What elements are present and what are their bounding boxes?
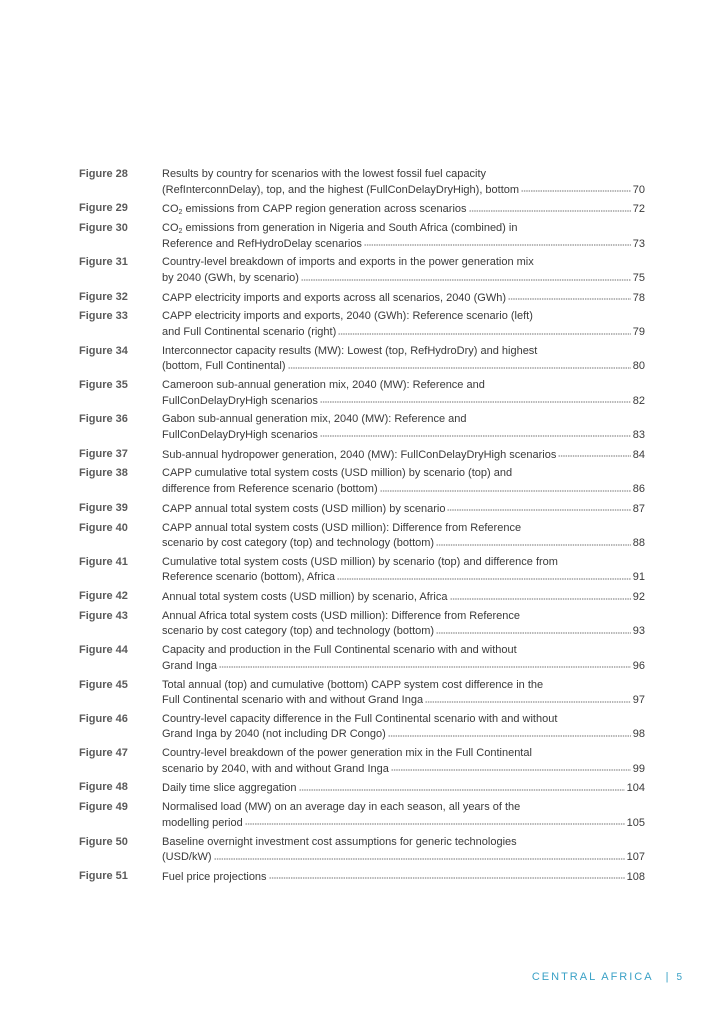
page-ref[interactable]: 84 bbox=[632, 448, 645, 461]
footer-separator: | bbox=[665, 971, 671, 983]
toc-entry[interactable] bbox=[79, 555, 645, 585]
dot-leader bbox=[288, 358, 631, 369]
dot-leader bbox=[450, 589, 631, 600]
toc-entry[interactable] bbox=[79, 643, 645, 673]
figure-caption bbox=[162, 344, 645, 374]
dot-leader bbox=[219, 658, 631, 669]
toc-entry[interactable] bbox=[79, 167, 645, 197]
toc-entry[interactable] bbox=[79, 447, 645, 463]
figure-label: Figure 36 bbox=[79, 413, 128, 426]
toc-entry[interactable] bbox=[79, 309, 645, 339]
figure-caption bbox=[162, 447, 645, 463]
toc-entry[interactable] bbox=[79, 609, 645, 639]
caption-line: Sub-annual hydropower generation, 2040 (MW): FullConDelayDryHigh scenarios bbox=[162, 448, 557, 461]
dot-leader bbox=[214, 849, 625, 860]
caption-line: (bottom, Full Continental) bbox=[162, 360, 286, 373]
toc-entry[interactable] bbox=[79, 344, 645, 374]
page-ref[interactable]: 79 bbox=[632, 325, 645, 338]
toc-entry[interactable] bbox=[79, 869, 645, 885]
page-ref[interactable]: 92 bbox=[632, 591, 645, 604]
page-ref[interactable]: 83 bbox=[632, 428, 645, 441]
figure-caption bbox=[162, 589, 645, 605]
caption-line: scenario by cost category (top) and technology (bottom) bbox=[162, 625, 435, 638]
figure-caption bbox=[162, 869, 645, 885]
page-ref[interactable]: 82 bbox=[632, 394, 645, 407]
page-ref[interactable]: 78 bbox=[632, 291, 645, 304]
figure-label: Figure 35 bbox=[79, 379, 128, 392]
dot-leader bbox=[338, 324, 630, 335]
figure-caption bbox=[162, 835, 645, 865]
caption-line: Capacity and production in the Full Continental scenario with and without bbox=[162, 644, 517, 657]
figure-label: Figure 40 bbox=[79, 521, 128, 534]
figure-label: Figure 48 bbox=[79, 781, 128, 794]
caption-line: Grand Inga bbox=[162, 659, 218, 672]
page-ref[interactable]: 80 bbox=[632, 360, 645, 373]
figure-caption bbox=[162, 501, 645, 517]
figure-caption bbox=[162, 643, 645, 673]
toc-entry[interactable] bbox=[79, 501, 645, 517]
page-ref[interactable]: 108 bbox=[626, 870, 645, 883]
figure-label: Figure 42 bbox=[79, 590, 128, 603]
caption-line: Total annual (top) and cumulative (bottom) CAPP system cost difference in the bbox=[162, 678, 544, 691]
caption-line: (RefInterconnDelay), top, and the highest (FullConDelayDryHigh), bottom bbox=[162, 183, 520, 196]
dot-leader bbox=[447, 501, 630, 512]
dot-leader bbox=[269, 869, 625, 880]
dot-leader bbox=[521, 182, 631, 193]
page-ref[interactable]: 75 bbox=[632, 271, 645, 284]
figure-caption bbox=[162, 290, 645, 306]
figure-caption bbox=[162, 309, 645, 339]
caption-line: Fuel price projections bbox=[162, 870, 267, 883]
figure-label: Figure 47 bbox=[79, 747, 128, 760]
caption-line: CAPP cumulative total system costs (USD million) by scenario (top) and bbox=[162, 467, 513, 480]
figure-label: Figure 50 bbox=[79, 835, 128, 848]
caption-line: Country-level breakdown of the power generation mix in the Full Continental bbox=[162, 747, 532, 760]
page-ref[interactable]: 105 bbox=[626, 816, 645, 829]
caption-line: Results by country for scenarios with the lowest fossil fuel capacity bbox=[162, 168, 487, 180]
toc-entry[interactable] bbox=[79, 412, 645, 442]
figure-label: Figure 29 bbox=[79, 202, 128, 215]
figure-caption bbox=[162, 466, 645, 496]
toc-entry[interactable] bbox=[79, 746, 645, 776]
page-ref[interactable]: 93 bbox=[632, 625, 645, 638]
toc-entry[interactable] bbox=[79, 201, 645, 217]
dot-leader bbox=[320, 427, 631, 438]
dot-leader bbox=[436, 623, 631, 634]
caption-line: Country-level capacity difference in the Full Continental scenario with and without bbox=[162, 712, 558, 725]
figure-caption bbox=[162, 167, 645, 197]
caption-line: Reference and RefHydroDelay scenarios bbox=[162, 237, 362, 250]
page-ref[interactable]: 107 bbox=[626, 851, 645, 864]
page-ref[interactable]: 73 bbox=[632, 237, 645, 250]
toc-entry[interactable] bbox=[79, 221, 645, 251]
caption-line: $CO_2$ emissions from generation in Nigeria and South Africa (combined) in bbox=[162, 222, 518, 236]
page-ref[interactable]: 97 bbox=[632, 694, 645, 707]
caption-line: $CO_2$ emissions from CAPP region generation across scenarios bbox=[162, 203, 467, 217]
figure-label: Figure 30 bbox=[79, 222, 128, 235]
dot-leader bbox=[380, 481, 631, 492]
figure-label: Figure 28 bbox=[79, 168, 128, 180]
caption-line: FullConDelayDryHigh scenarios bbox=[162, 428, 318, 441]
page-ref[interactable]: 72 bbox=[632, 203, 645, 216]
caption-line: scenario by cost category (top) and technology (bottom) bbox=[162, 537, 435, 550]
figure-caption bbox=[162, 555, 645, 585]
figure-label: Figure 32 bbox=[79, 290, 128, 303]
figure-label: Figure 38 bbox=[79, 467, 128, 480]
figure-caption bbox=[162, 201, 645, 217]
caption-line: modelling period bbox=[162, 816, 243, 829]
figure-caption bbox=[162, 712, 645, 742]
caption-line: and Full Continental scenario (right) bbox=[162, 325, 337, 338]
figure-caption bbox=[162, 678, 645, 708]
toc-entry[interactable] bbox=[79, 800, 645, 830]
caption-line: Gabon sub-annual generation mix, 2040 (MW): Reference and bbox=[162, 413, 467, 426]
caption-line: Grand Inga by 2040 (not including DR Congo) bbox=[162, 728, 386, 741]
toc-entry[interactable] bbox=[79, 589, 645, 605]
dot-leader bbox=[391, 761, 631, 772]
figure-label: Figure 33 bbox=[79, 310, 128, 323]
figure-caption bbox=[162, 609, 645, 639]
toc-entry[interactable] bbox=[79, 521, 645, 551]
footer-title: CENTRAL AFRICA bbox=[531, 971, 654, 983]
dot-leader bbox=[245, 815, 625, 826]
dot-leader bbox=[364, 236, 631, 247]
figure-label: Figure 45 bbox=[79, 678, 128, 691]
dot-leader bbox=[301, 270, 631, 281]
figure-caption bbox=[162, 378, 645, 408]
caption-line: Daily time slice aggregation bbox=[162, 782, 297, 795]
figure-caption bbox=[162, 800, 645, 830]
caption-line: scenario by 2040, with and without Grand Inga bbox=[162, 762, 389, 775]
caption-line: Reference scenario (bottom), Africa bbox=[162, 571, 336, 584]
toc-entry[interactable] bbox=[79, 835, 645, 865]
figure-label: Figure 31 bbox=[79, 256, 128, 269]
page-ref[interactable]: 98 bbox=[632, 728, 645, 741]
figure-caption bbox=[162, 412, 645, 442]
page-ref[interactable]: 99 bbox=[632, 762, 645, 775]
toc-entry[interactable] bbox=[79, 378, 645, 408]
caption-line: (USD/kW) bbox=[162, 851, 212, 864]
dot-leader bbox=[508, 290, 631, 301]
dot-leader bbox=[425, 692, 631, 703]
page-ref[interactable]: 104 bbox=[626, 782, 645, 795]
figure-caption bbox=[162, 221, 645, 251]
caption-line: Normalised load (MW) on an average day in each season, all years of the bbox=[162, 801, 521, 814]
toc-entry[interactable] bbox=[79, 678, 645, 708]
figure-label: Figure 41 bbox=[79, 555, 128, 568]
dot-leader bbox=[320, 393, 631, 404]
figure-label: Figure 43 bbox=[79, 609, 128, 622]
dot-leader bbox=[469, 201, 631, 212]
toc-entry[interactable] bbox=[79, 290, 645, 306]
figure-caption bbox=[162, 746, 645, 776]
toc-entry[interactable] bbox=[79, 466, 645, 496]
page-footer bbox=[532, 971, 682, 983]
dot-leader bbox=[558, 447, 630, 458]
figure-label: Figure 39 bbox=[79, 501, 128, 514]
figure-caption bbox=[162, 255, 645, 285]
caption-line: CAPP annual total system costs (USD million) by scenario bbox=[162, 502, 446, 515]
caption-line: Cumulative total system costs (USD million) by scenario (top) and difference from bbox=[162, 555, 558, 568]
table-of-figures bbox=[79, 167, 645, 889]
caption-line: difference from Reference scenario (bottom) bbox=[162, 482, 378, 495]
page-ref[interactable]: 70 bbox=[632, 183, 645, 196]
caption-line: Country-level breakdown of imports and exports in the power generation mix bbox=[162, 256, 534, 269]
caption-line: Annual total system costs (USD million) by scenario, Africa bbox=[162, 591, 448, 604]
caption-line: Cameroon sub-annual generation mix, 2040 (MW): Reference and bbox=[162, 379, 485, 392]
dot-leader bbox=[299, 780, 625, 791]
page-ref[interactable]: 87 bbox=[632, 502, 645, 515]
page-ref[interactable]: 96 bbox=[632, 659, 645, 672]
toc-entry[interactable] bbox=[79, 712, 645, 742]
figure-label: Figure 44 bbox=[79, 644, 128, 657]
figure-label: Figure 49 bbox=[79, 801, 128, 814]
figure-label: Figure 37 bbox=[79, 447, 128, 460]
page-ref[interactable]: 86 bbox=[632, 482, 645, 495]
caption-line: by 2040 (GWh, by scenario) bbox=[162, 271, 299, 284]
dot-leader bbox=[388, 726, 631, 737]
toc-entry[interactable] bbox=[79, 780, 645, 796]
figure-caption bbox=[162, 780, 645, 796]
figure-caption bbox=[162, 521, 645, 551]
caption-line: CAPP electricity imports and exports across all scenarios, 2040 (GWh) bbox=[162, 291, 506, 304]
caption-line: Full Continental scenario with and without Grand Inga bbox=[162, 694, 424, 707]
page-ref[interactable]: 88 bbox=[632, 537, 645, 550]
toc-entry[interactable] bbox=[79, 255, 645, 285]
caption-line: FullConDelayDryHigh scenarios bbox=[162, 394, 318, 407]
caption-line: CAPP electricity imports and exports, 2040 (GWh): Reference scenario (left) bbox=[162, 310, 533, 323]
figure-label: Figure 34 bbox=[79, 344, 128, 357]
figure-label: Figure 46 bbox=[79, 712, 128, 725]
caption-line: Baseline overnight investment cost assumptions for generic technologies bbox=[162, 835, 517, 848]
caption-line: Annual Africa total system costs (USD million): Difference from Reference bbox=[162, 609, 521, 622]
page-ref[interactable]: 91 bbox=[632, 571, 645, 584]
page-number: 5 bbox=[676, 971, 682, 983]
figure-label: Figure 51 bbox=[79, 869, 128, 882]
dot-leader bbox=[337, 569, 631, 580]
dot-leader bbox=[436, 535, 631, 546]
caption-line: CAPP annual total system costs (USD million): Difference from Reference bbox=[162, 521, 522, 534]
caption-line: Interconnector capacity results (MW): Lowest (top, RefHydroDry) and highest bbox=[162, 344, 538, 357]
